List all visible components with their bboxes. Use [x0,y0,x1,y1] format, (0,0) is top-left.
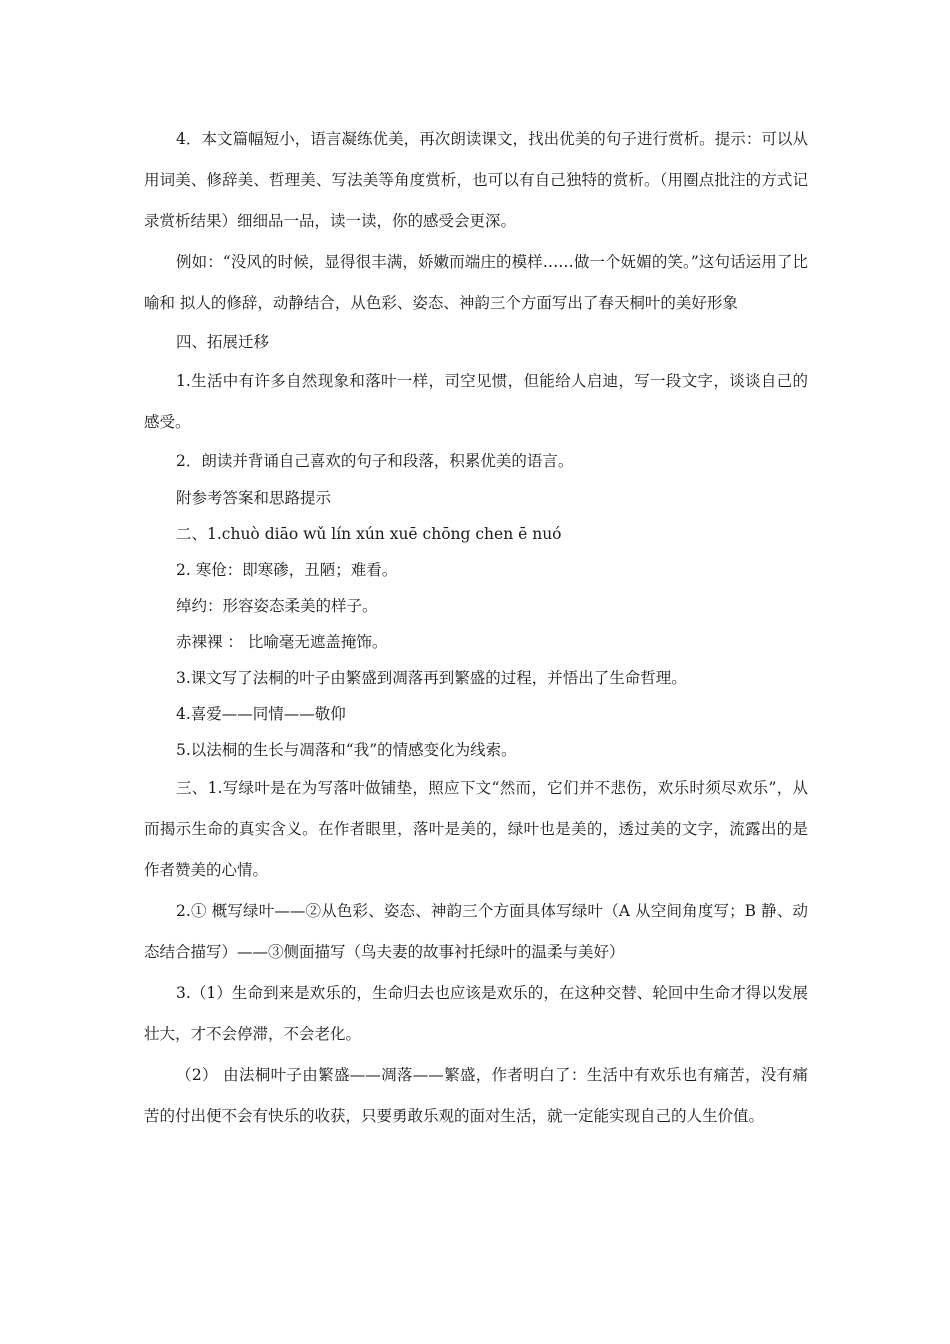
paragraph-extension-2: 2．朗读并背诵自己喜欢的句子和段落，积累优美的语言。 [176,452,574,470]
paragraph-example: 例如：“没风的时候，显得很丰满，娇嫩而端庄的模样……做一个妩媚的笑。”这句话运用了比喻和 拟人的修辞，动静结合，从色彩、姿态、神韵三个方面写出了春天桐叶的美好形象 [144,253,808,312]
answer-3-1: 三、1.写绿叶是在为写落叶做铺垫，照应下文“然而，它们并不悲伤，欢乐时须尽欢乐”，从而揭示生命的真实含义。在作者眼里，落叶是美的，绿叶也是美的，透过美的文字，流露出的是作者赞美的心情。 [144,779,808,879]
document-body [144,119,808,1137]
paragraph-extension-1: 1.生活中有许多自然现象和落叶一样，司空见惯，但能给人启迪，写一段文字，谈谈自己的感受。 [144,372,808,431]
answer-2-1-pinyin: 二、1.chuò diāo wǔ lín xún xuē chōng chen ē nuó [176,525,562,543]
answer-definition-chiluoluo: 赤裸裸 ： 比喻毫无遮盖掩饰。 [176,633,388,651]
answer-2-5: 5.以法桐的生长与凋落和“我”的情感变化为线索。 [176,741,517,759]
section-heading-answers: 附参考答案和思路提示 [176,489,332,507]
answer-2-4: 4.喜爱——同情——敬仰 [176,705,346,723]
paragraph-q4-appreciation: 4．本文篇幅短小，语言凝练优美，再次朗读课文，找出优美的句子进行赏析。提示：可以从用词美、修辞美、哲理美、写法美等角度赏析，也可以有自己独特的赏析。（用圈点批注的方式记录赏析结果）细细品一品，读一读，你的感受会更深。 [144,130,808,230]
answer-3-3-1: 3.（1）生命到来是欢乐的，生命归去也应该是欢乐的，在这种交替、轮回中生命才得以发展壮大，才不会停滞，不会老化。 [144,984,808,1043]
answer-2-3: 3.课文写了法桐的叶子由繁盛到凋落再到繁盛的过程，并悟出了生命哲理。 [176,669,687,687]
answer-3-3-2: （2） 由法桐叶子由繁盛——凋落——繁盛，作者明白了：生活中有欢乐也有痛苦，没有痛苦的付出便不会有快乐的收获，只要勇敢乐观的面对生活，就一定能实现自己的人生价值。 [144,1066,808,1125]
answer-definition-chuoyue: 绰约：形容姿态柔美的样子。 [176,597,378,615]
section-heading-extension: 四、拓展迁移 [176,333,270,351]
answer-3-2: 2.① 概写绿叶——②从色彩、姿态、神韵三个方面具体写绿叶（A 从空间角度写；B 静、动态结合描写）——③侧面描写（鸟夫妻的故事衬托绿叶的温柔与美好） [144,902,808,961]
answer-2-2-definition: 2. 寒伧：即寒碜，丑陋；难看。 [176,561,398,579]
